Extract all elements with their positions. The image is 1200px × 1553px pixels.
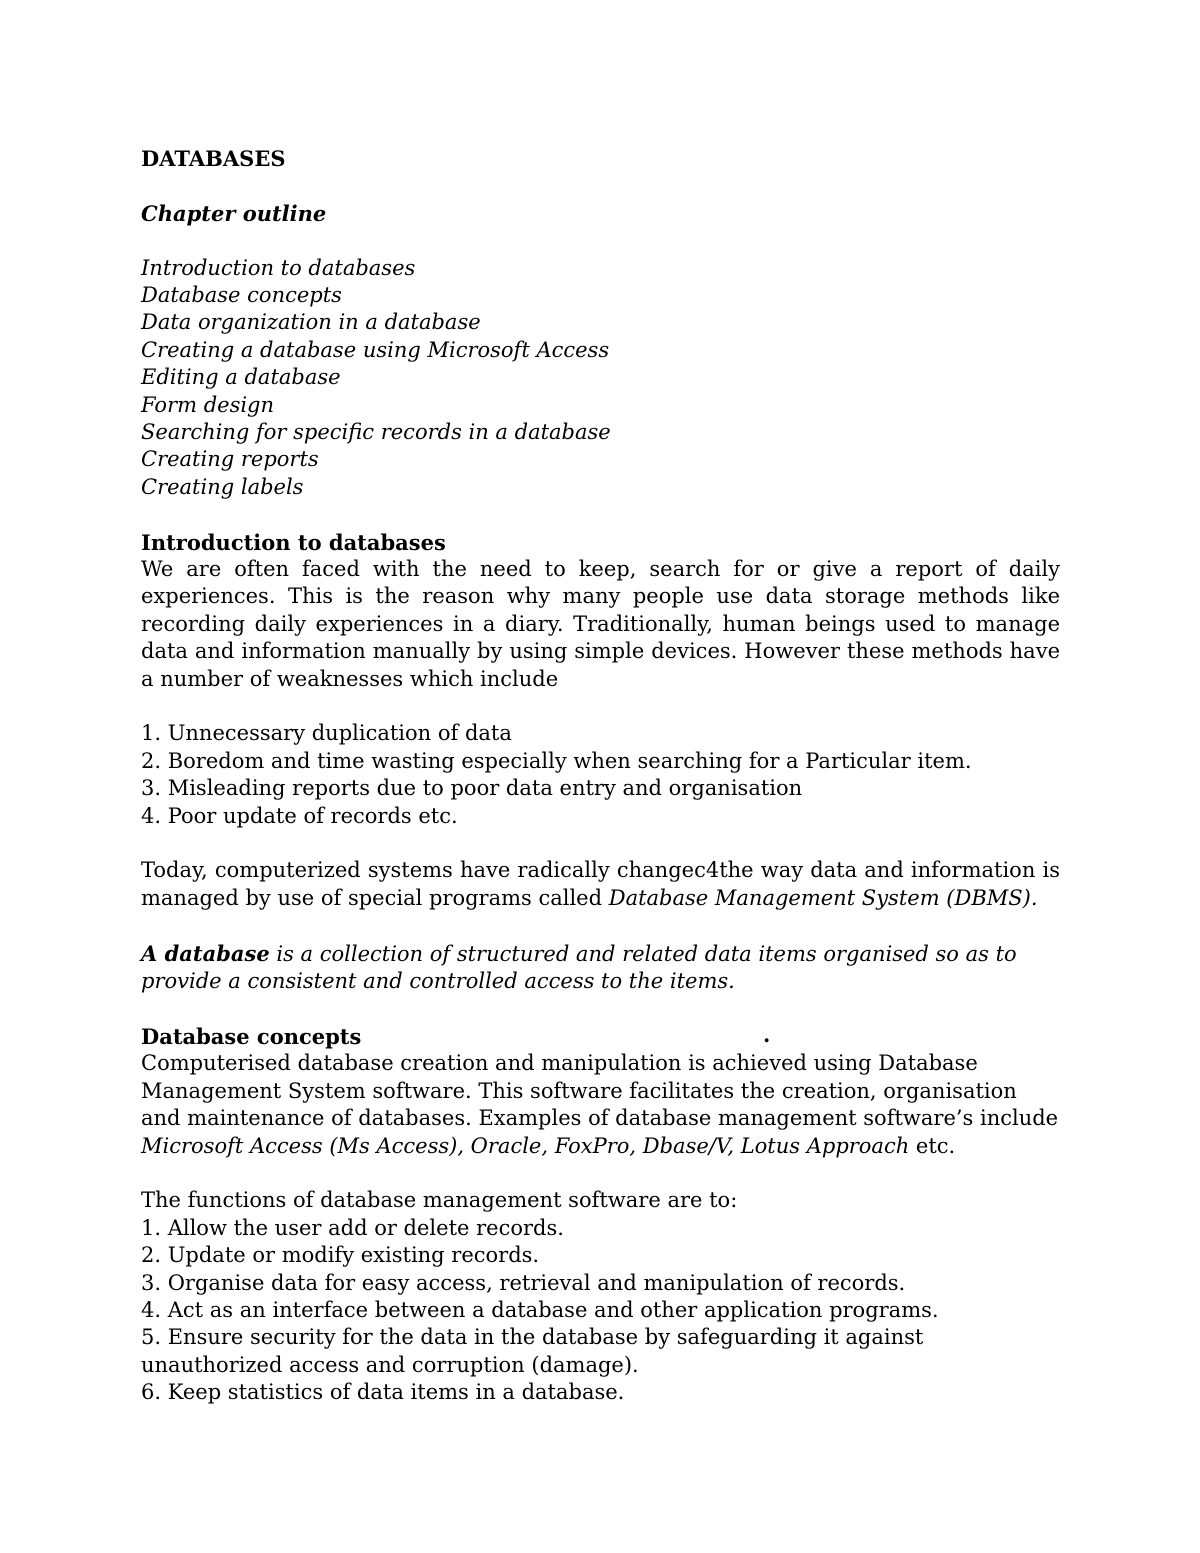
chapter-outline-list bbox=[141, 255, 1060, 502]
spacer bbox=[141, 172, 1060, 199]
today-text: Today, computerized systems have radically changec4the way data and information is managed by use of special programs called bbox=[141, 858, 1060, 910]
outline-item: Database concepts bbox=[141, 283, 342, 307]
list-item: 2. Update or modify existing records. bbox=[141, 1243, 540, 1268]
list-item: 4. Poor update of records etc. bbox=[141, 803, 458, 828]
chapter-outline-heading: Chapter outline bbox=[141, 200, 327, 226]
list-item: 3. Organise data for easy access, retrieval and manipulation of records. bbox=[141, 1270, 906, 1295]
definition-term: A database bbox=[141, 940, 270, 966]
spacer bbox=[141, 227, 1060, 254]
list-item: 2. Boredom and time wasting especially when searching for a Particular item. bbox=[141, 748, 972, 773]
dbms-term: Database Management System (DBMS). bbox=[608, 885, 1038, 910]
outline-item: Creating labels bbox=[141, 474, 304, 499]
concepts-heading-row bbox=[141, 1023, 1060, 1050]
spacer bbox=[141, 912, 1060, 939]
concepts-text-end: etc. bbox=[909, 1133, 956, 1158]
list-item: 4. Act as an interface between a database and other application programs. bbox=[141, 1297, 939, 1322]
dbms-examples: Microsoft Access (Ms Access), Oracle, FoxPro, Dbase/V, Lotus Approach bbox=[141, 1133, 910, 1158]
definition-text: is a collection of structured and related data items organised so as to provide a consistent and controlled access to the items. bbox=[141, 941, 1017, 994]
list-item: 3. Misleading reports due to poor data entry and organisation bbox=[141, 776, 803, 801]
outline-item: Data organization in a database bbox=[141, 310, 481, 335]
weaknesses-list bbox=[141, 720, 1060, 830]
spacer bbox=[141, 693, 1060, 720]
outline-item: Creating a database using Microsoft Access bbox=[141, 337, 610, 362]
outline-item: Editing a database bbox=[141, 365, 341, 390]
list-item: 1. Unnecessary duplication of data bbox=[141, 721, 512, 746]
outline-item: Searching for specific records in a database bbox=[141, 420, 611, 445]
list-item: 6. Keep statistics of data items in a database. bbox=[141, 1380, 625, 1405]
functions-intro: The functions of database management software are to: bbox=[141, 1188, 738, 1213]
intro-heading: Introduction to databases bbox=[141, 529, 446, 555]
list-item: 5. Ensure security for the data in the database by safeguarding it against unauthorized access and corruption (damage). bbox=[141, 1325, 924, 1377]
spacer bbox=[141, 830, 1060, 857]
list-item: 1. Allow the user add or delete records. bbox=[141, 1215, 564, 1240]
outline-item: Form design bbox=[141, 392, 275, 417]
concepts-paragraph bbox=[141, 1050, 1060, 1160]
outline-item: Creating reports bbox=[141, 447, 319, 472]
document-title: DATABASES bbox=[141, 146, 286, 171]
functions-list bbox=[141, 1215, 1060, 1407]
concepts-heading: Database concepts bbox=[141, 1023, 362, 1049]
intro-paragraph: We are often faced with the need to keep, search for or give a report of daily experiences. This is the reason why many people use data storage methods like recording daily experiences in a diary. Traditionally, human beings used to manage data and information manually by using simple devices. However these methods have a number of weaknesses which include bbox=[141, 557, 1060, 691]
concepts-text: Computerised database creation and manipulation is achieved using Database Management System software. This software facilitates the creation, organisation and maintenance of databases. Examples of database management software’s include bbox=[141, 1051, 1059, 1131]
spacer bbox=[141, 996, 1060, 1023]
database-definition bbox=[141, 940, 1060, 996]
stray-mark: . bbox=[763, 1021, 771, 1047]
today-paragraph bbox=[141, 857, 1060, 912]
outline-item: Introduction to databases bbox=[141, 255, 416, 280]
spacer bbox=[141, 501, 1060, 528]
spacer bbox=[141, 1160, 1060, 1187]
